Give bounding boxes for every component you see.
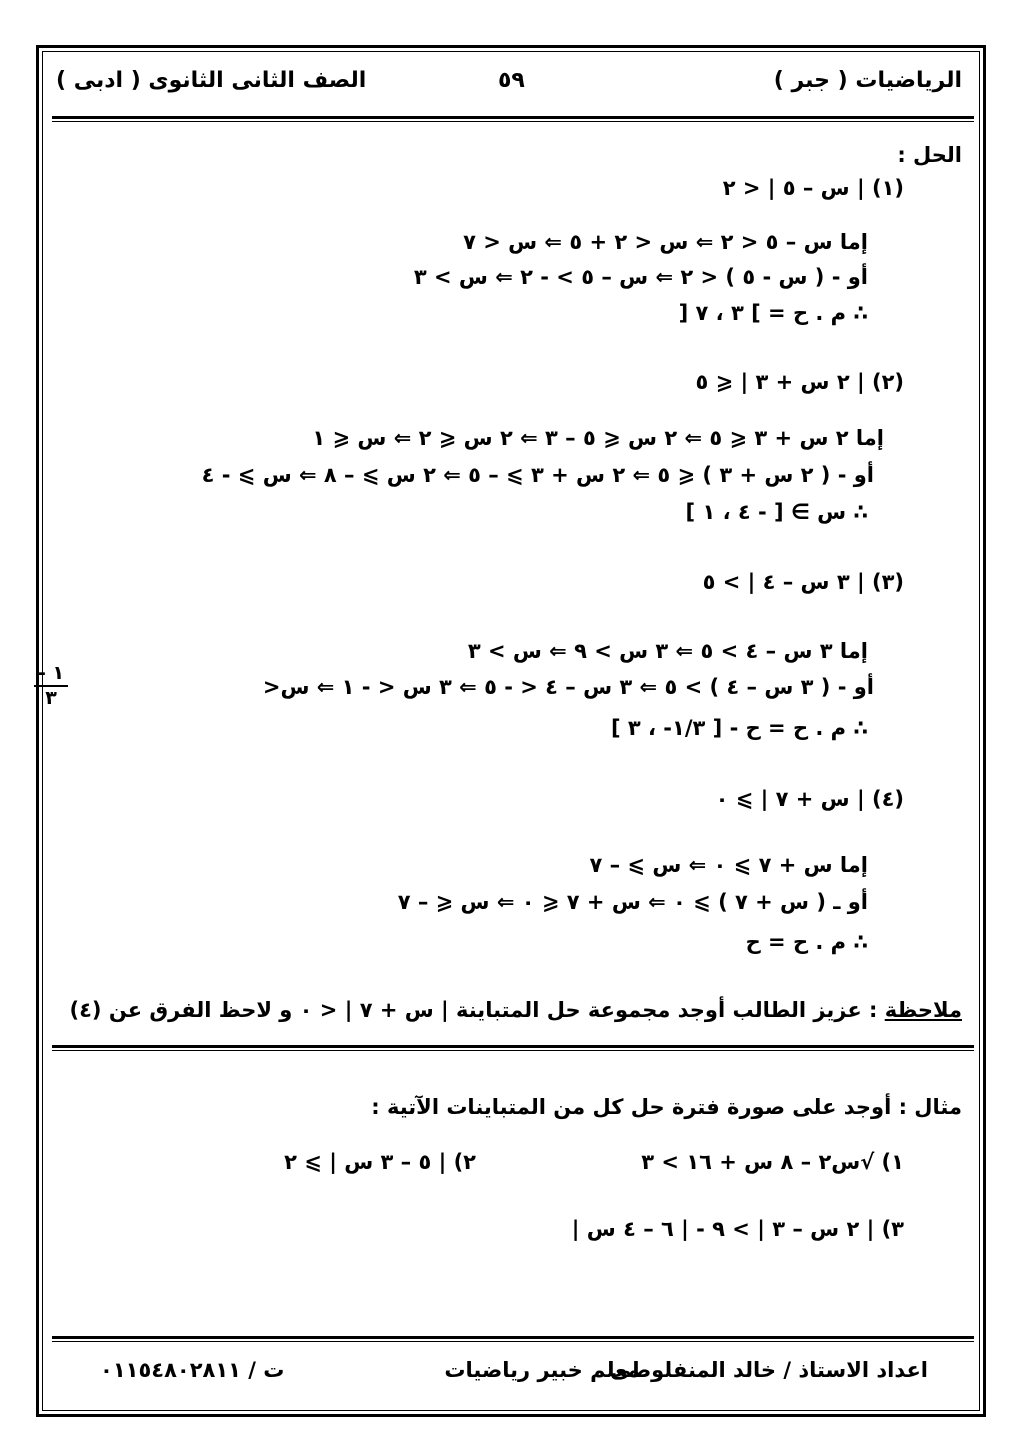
example-title: مثال : أوجد على صورة فترة حل كل من المتباينات الآتية : <box>371 1095 962 1119</box>
fraction-minus-one-third <box>34 664 68 708</box>
solution-label: الحل : <box>897 143 962 167</box>
note <box>69 1000 962 1021</box>
fraction-numerator: - ١ <box>37 662 65 684</box>
problem-1-line-2: أو - ( س - ٥ ) < ٢ ⇐ س – ٥ > - ٢ ⇐ س > ٣ <box>413 265 868 289</box>
header-page-number: ٥٩ <box>498 68 525 93</box>
problem-2-title: (٢) | ٢ س + ٣ | ⩽ ٥ <box>695 370 904 394</box>
problem-4-line-2: أو ـ ( س + ٧ ) ⩾ ٠ ⇐ س + ٧ ⩽ ٠ ⇐ س ⩽ – ٧ <box>397 890 868 914</box>
problem-4-line-1: إما س + ٧ ⩾ ٠ ⇐ س ⩾ – ٧ <box>589 853 868 877</box>
problem-2-line-2: أو - ( ٢ س + ٣ ) ⩽ ٥ ⇐ ٢ س + ٣ ⩾ – ٥ ⇐ ٢ س ⩾ – ٨ ⇐ س ⩾ - ٤ <box>201 463 874 487</box>
footer-divider <box>52 1336 974 1339</box>
header-grade: الصف الثانى الثانوى ( ادبى ) <box>56 68 367 93</box>
problem-3-line-2: أو - ( ٣ س – ٤ ) > ٥ ⇐ ٣ س – ٤ < - ٥ ⇐ ٣ س < - ١ ⇐ س< <box>262 675 874 699</box>
header-subject: الرياضيات ( جبر ) <box>773 68 962 93</box>
problem-1-line-3: ∴ م . ح = ] ٣ ، ٧ [ <box>678 301 868 325</box>
footer-role: معلم خبير رياضيات <box>444 1358 640 1382</box>
problem-4-line-3: ∴ م . ح = ح <box>745 930 868 954</box>
example-item-2: ٢) | ٥ – ٣ س | ⩾ ٢ <box>284 1150 476 1174</box>
header-divider-thin <box>52 121 974 122</box>
problem-2-line-3: ∴ س ∋ [ - ٤ ، ١ ] <box>685 500 868 524</box>
note-divider <box>52 1045 974 1048</box>
problem-1-line-1: إما س – ٥ < ٢ ⇐ س < ٢ + ٥ ⇐ س < ٧ <box>463 230 868 254</box>
note-divider-thin <box>52 1050 974 1051</box>
problem-1-title: (١) | س – ٥ | < ٢ <box>722 176 904 200</box>
footer-divider-thin <box>52 1341 974 1342</box>
footer-phone: ت / ٠١١٥٤٨٠٢٨١١ <box>100 1358 285 1382</box>
example-item-3: ٣) | ٢ س – ٣ | > ٩ - | ٦ – ٤ س | <box>571 1217 904 1241</box>
problem-3-line-1: إما ٣ س – ٤ > ٥ ⇐ ٣ س > ٩ ⇐ س > ٣ <box>467 639 868 663</box>
problem-3-line-3: ∴ م . ح = ح - [ ١/٣- ، ٣ ] <box>610 716 868 740</box>
footer-author: اعداد الاستاذ / خالد المنفلوطى <box>610 1358 928 1382</box>
problem-3-title: (٣) | ٣ س – ٤ | > ٥ <box>702 570 904 594</box>
note-label: ملاحظة <box>884 998 962 1022</box>
example-item-1: ١) √س٢ – ٨ س + ١٦ > ٣ <box>641 1150 904 1174</box>
problem-4-title: (٤) | س + ٧ | ⩾ ٠ <box>715 787 904 811</box>
note-text: : عزيز الطالب أوجد مجموعة حل المتباينة | س + ٧ | < ٠ و لاحظ الفرق عن (٤) <box>69 998 885 1022</box>
problem-2-line-1: إما ٢ س + ٣ ⩽ ٥ ⇐ ٢ س ⩽ ٥ – ٣ ⇐ ٢ س ⩽ ٢ ⇐ س ⩽ ١ <box>312 426 884 450</box>
fraction-denominator: ٣ <box>45 687 57 709</box>
header-divider <box>52 116 974 119</box>
